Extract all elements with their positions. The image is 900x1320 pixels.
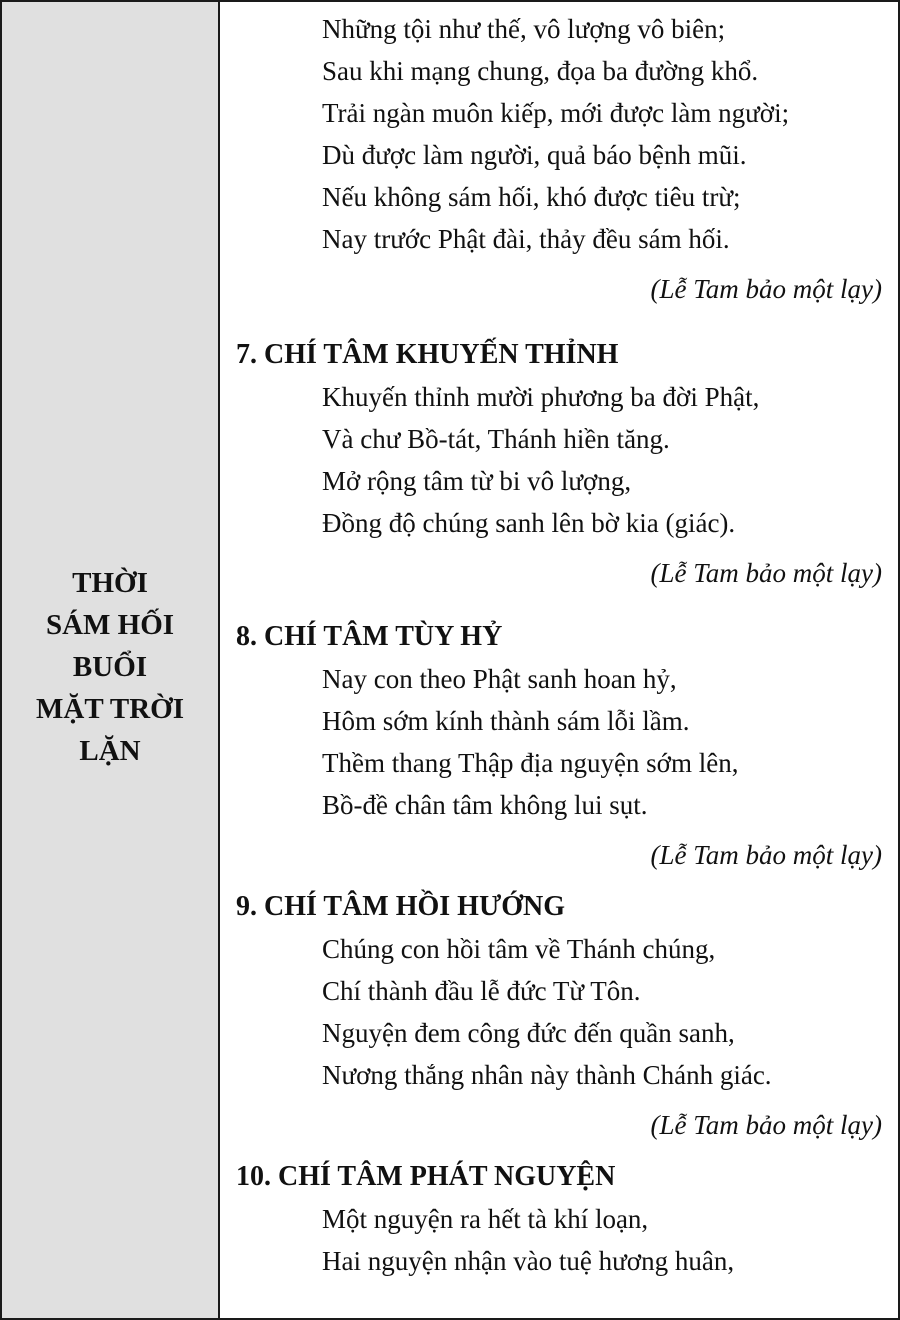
sidebar-title-line: MẶT TRỜI <box>36 693 184 725</box>
verse-line: Hai nguyện nhận vào tuệ hương huân, <box>322 1246 735 1276</box>
verse-line: Mở rộng tâm từ bi vô lượng, <box>322 466 632 496</box>
verse-line: Đồng độ chúng sanh lên bờ kia (giác). <box>322 508 736 538</box>
verse-line: Bồ-đề chân tâm không lui sụt. <box>322 790 648 820</box>
verse-line: Thềm thang Thập địa nguyện sớm lên, <box>322 748 739 778</box>
sidebar-panel <box>2 2 220 1318</box>
verse-line: Chúng con hồi tâm về Thánh chúng, <box>322 934 716 964</box>
main-content <box>220 2 898 1318</box>
verse-line: Nếu không sám hối, khó được tiêu trừ; <box>322 182 741 212</box>
verse-line: Nay trước Phật đài, thảy đều sám hối. <box>322 224 730 254</box>
section-verse <box>236 376 882 544</box>
verse-line: Và chư Bồ-tát, Thánh hiền tăng. <box>322 424 670 454</box>
section-verse <box>236 928 882 1096</box>
verse-line: Hôm sớm kính thành sám lỗi lầm. <box>322 706 690 736</box>
section-heading: 10. CHÍ TÂM PHÁT NGUYỆN <box>236 1161 616 1192</box>
sidebar-title-line: LẶN <box>79 735 141 767</box>
verse-line: Trải ngàn muôn kiếp, mới được làm người; <box>322 98 790 128</box>
prostration-note: (Lễ Tam bảo một lạy) <box>650 1110 882 1140</box>
section-verse <box>236 658 882 826</box>
intro-verse <box>236 8 882 260</box>
verse-line: Nguyện đem công đức đến quần sanh, <box>322 1018 735 1048</box>
section-heading: 9. CHÍ TÂM HỒI HƯỚNG <box>236 891 566 922</box>
sidebar-title <box>36 562 184 772</box>
verse-line: Những tội như thế, vô lượng vô biên; <box>322 14 726 44</box>
sidebar-title-line: THỜI <box>72 567 148 599</box>
verse-line: Chí thành đầu lễ đức Từ Tôn. <box>322 976 641 1006</box>
section-verse <box>236 1198 882 1282</box>
verse-line: Nay con theo Phật sanh hoan hỷ, <box>322 664 677 694</box>
verse-line: Khuyến thỉnh mười phương ba đời Phật, <box>322 382 760 412</box>
section-heading: 7. CHÍ TÂM KHUYẾN THỈNH <box>236 339 619 370</box>
verse-line: Một nguyện ra hết tà khí loạn, <box>322 1204 649 1234</box>
sidebar-title-line: BUỔI <box>72 651 148 683</box>
prostration-note: (Lễ Tam bảo một lạy) <box>650 558 882 588</box>
sidebar-title-line: SÁM HỐI <box>45 609 175 641</box>
section-heading: 8. CHÍ TÂM TÙY HỶ <box>236 621 503 652</box>
verse-line: Nương thắng nhân này thành Chánh giác. <box>322 1060 772 1090</box>
prostration-note: (Lễ Tam bảo một lạy) <box>650 840 882 870</box>
verse-line: Dù được làm người, quả báo bệnh mũi. <box>322 140 747 170</box>
prostration-note: (Lễ Tam bảo một lạy) <box>650 274 882 304</box>
verse-line: Sau khi mạng chung, đọa ba đường khổ. <box>322 56 759 86</box>
